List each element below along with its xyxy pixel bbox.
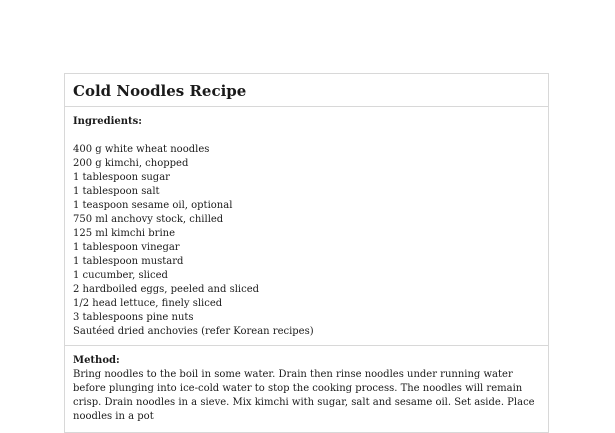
recipe-card bbox=[64, 73, 549, 433]
ingredients-heading: Ingredients: bbox=[73, 116, 142, 127]
ingredient-item: 1 tablespoon sugar bbox=[73, 172, 170, 183]
method-text: Bring noodles to the boil in some water. Drain then rinse noodles under running water before plunging into ice-cold water to stop the cooking process. The noodles will remain crisp. Drain noodles in a sieve. Mix kimchi with sugar, salt and sesame oil. Set aside. Place noodles in a pot bbox=[73, 369, 535, 422]
ingredient-item: 1 tablespoon salt bbox=[73, 186, 160, 197]
ingredient-item: 3 tablespoons pine nuts bbox=[73, 312, 194, 323]
ingredient-item: 1 tablespoon mustard bbox=[73, 256, 184, 267]
ingredient-item: 2 hardboiled eggs, peeled and sliced bbox=[73, 284, 260, 295]
ingredient-item: 1 cucumber, sliced bbox=[73, 270, 168, 281]
ingredient-item: Sautéed dried anchovies (refer Korean recipes) bbox=[73, 326, 314, 337]
ingredient-list bbox=[73, 143, 540, 339]
ingredient-item: 200 g kimchi, chopped bbox=[73, 158, 189, 169]
method-heading: Method: bbox=[73, 355, 120, 366]
ingredient-item: 1 tablespoon vinegar bbox=[73, 242, 180, 253]
ingredients-section bbox=[65, 107, 548, 346]
recipe-title: Cold Noodles Recipe bbox=[65, 74, 548, 107]
ingredient-item: 1/2 head lettuce, finely sliced bbox=[73, 298, 223, 309]
ingredient-item: 400 g white wheat noodles bbox=[73, 144, 210, 155]
ingredient-item: 750 ml anchovy stock, chilled bbox=[73, 214, 224, 225]
ingredient-item: 125 ml kimchi brine bbox=[73, 228, 176, 239]
ingredient-item: 1 teaspoon sesame oil, optional bbox=[73, 200, 233, 211]
method-section bbox=[65, 346, 548, 430]
